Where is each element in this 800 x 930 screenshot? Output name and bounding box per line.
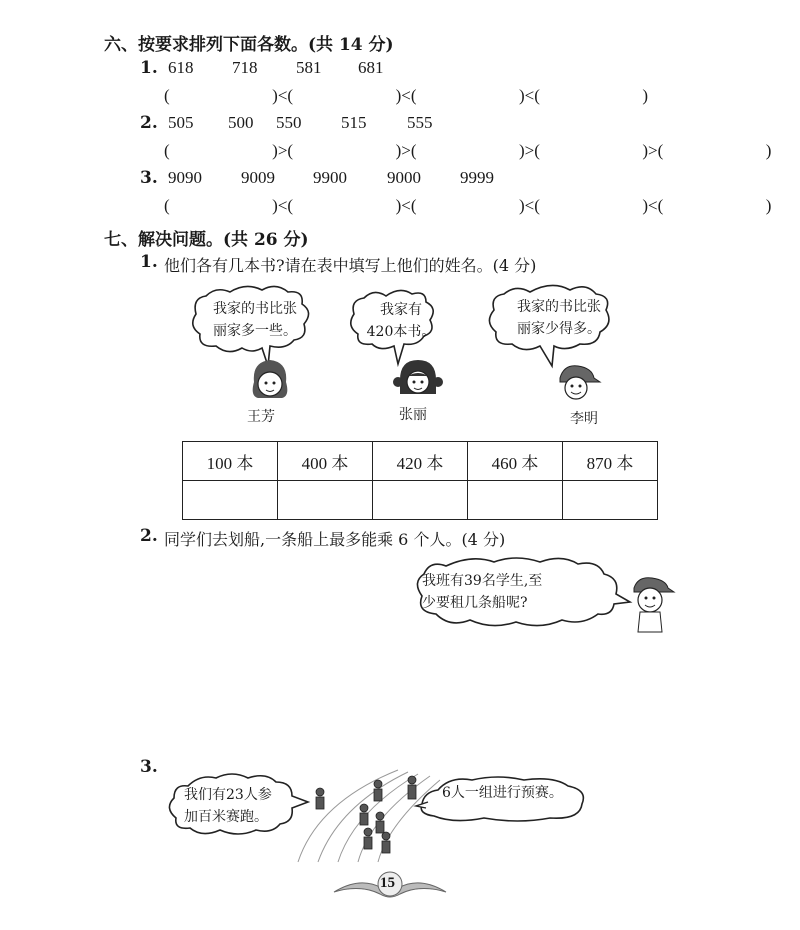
answer-cell[interactable]: [373, 481, 468, 520]
bubble3-line2: 丽家少得多。: [517, 321, 601, 337]
boy-character-icon: [634, 578, 674, 632]
bubble3-text: [512, 296, 606, 340]
character-name: 李明: [570, 411, 598, 427]
q3-value: 9009: [241, 168, 275, 187]
s7-q2-text: 同学们去划船,一条船上最多能乘 6 个人。(4 分): [164, 530, 506, 549]
q3-value: 9000: [387, 168, 421, 187]
q2-bubble-line1: 我班有39名学生,至: [422, 573, 543, 589]
character-name: 王芳: [247, 409, 275, 425]
section6-title: 六、按要求排列下面各数。(共 14 分): [104, 35, 394, 55]
q1-blanks[interactable]: ( )<( )<( )<( ): [164, 86, 649, 105]
answer-cell[interactable]: [468, 481, 563, 520]
bubble3-line1: 我家的书比张: [517, 299, 601, 315]
bubble2-line1: 我家有: [380, 302, 422, 318]
bubble2-text: [366, 299, 436, 343]
table-header-cell: 400 本: [278, 442, 373, 481]
s7-q2-number: 2.: [140, 526, 158, 546]
s7-q3-number: 3.: [140, 757, 158, 777]
table-header-cell: 460 本: [468, 442, 563, 481]
runners-icon: [316, 776, 416, 853]
answer-cell[interactable]: [563, 481, 658, 520]
q2-value: 515: [341, 113, 367, 132]
bubble1-line1: 我家的书比张: [213, 301, 297, 317]
table-header-cell: 420 本: [373, 442, 468, 481]
bubble2-line2: 420本书。: [366, 324, 436, 340]
answer-cell[interactable]: [278, 481, 373, 520]
q1-value: 718: [232, 58, 258, 77]
character-name: 张丽: [399, 407, 427, 423]
q2-number: 2.: [140, 113, 158, 133]
books-table: [182, 441, 658, 520]
section7-title: 七、解决问题。(共 26 分): [104, 230, 309, 250]
q3-left-bubble-line2: 加百米赛跑。: [184, 809, 268, 825]
table-answer-row: [183, 481, 658, 520]
q3-left-bubble-line1: 我们有23人参: [184, 787, 272, 803]
q3-right-bubble-text: 6人一组进行预赛。: [442, 785, 563, 801]
q2-bubble-text: [422, 570, 542, 614]
q1-value: 618: [168, 58, 194, 77]
q1-value: 681: [358, 58, 384, 77]
answer-cell[interactable]: [183, 481, 278, 520]
q3-number: 3.: [140, 168, 158, 188]
q2-value: 555: [407, 113, 433, 132]
girl-character-icon: [253, 360, 288, 398]
q3-value: 9999: [460, 168, 494, 187]
q2-blanks[interactable]: ( )>( )>( )>( )>( ): [164, 141, 772, 160]
q2-value: 500: [228, 113, 254, 132]
q1-value: 581: [296, 58, 322, 77]
page-number: 15: [380, 875, 395, 891]
boy-character-icon: [560, 366, 600, 399]
q3-value: 9090: [168, 168, 202, 187]
q3-blanks[interactable]: ( )<( )<( )<( )<( ): [164, 196, 772, 215]
q2-value: 550: [276, 113, 302, 132]
q3-left-bubble-text: [184, 784, 272, 828]
bubble1-line2: 丽家多一些。: [213, 323, 297, 339]
q2-bubble-line2: 少要租几条船呢?: [422, 595, 528, 611]
q1-number: 1.: [140, 58, 158, 78]
q3-value: 9900: [313, 168, 347, 187]
s7-q1-text: 他们各有几本书?请在表中填写上他们的姓名。(4 分): [164, 256, 537, 275]
bubble1-text: [210, 298, 300, 342]
girl-character-icon: [393, 360, 443, 394]
table-header-cell: 100 本: [183, 442, 278, 481]
table-header-cell: 870 本: [563, 442, 658, 481]
q2-value: 505: [168, 113, 194, 132]
s7-q1-number: 1.: [140, 252, 158, 272]
table-header-row: [183, 442, 658, 481]
